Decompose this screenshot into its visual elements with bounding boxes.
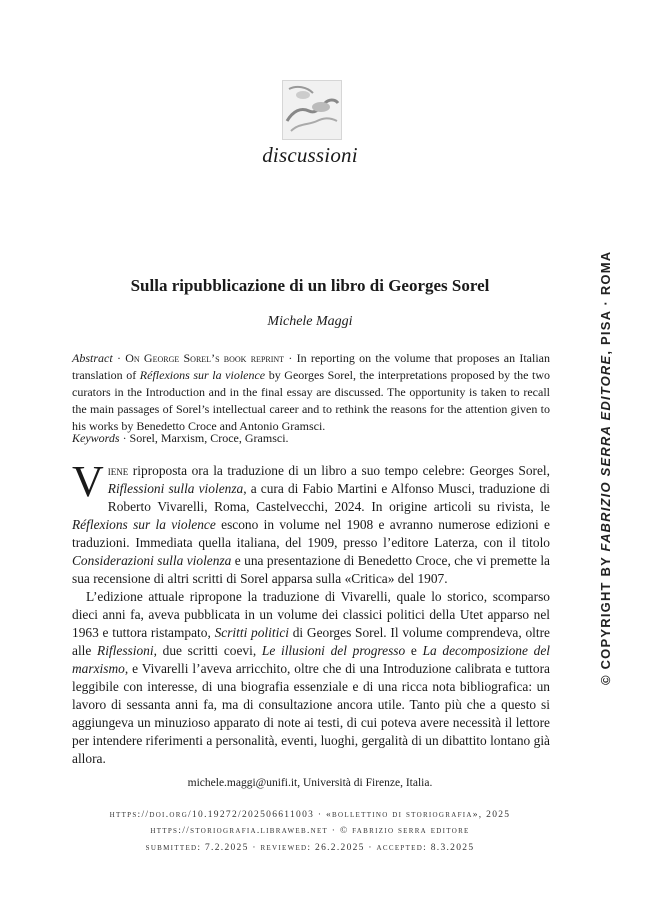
- paper-title: Sulla ripubblicazione di un libro di Georges Sorel: [130, 276, 490, 295]
- p2-text-4: e: [405, 643, 423, 658]
- keywords-text: · Sorel, Marxism, Croce, Gramsci.: [119, 431, 289, 445]
- footer-dates: submitted: 7.2.2025 · reviewed: 26.2.2025 · accepted: 8.3.2025: [145, 843, 475, 853]
- p2-text-3: , due scritti coevi,: [153, 643, 262, 658]
- p1-italic-1: Riflessioni sulla violenza: [107, 481, 244, 496]
- abstract-sep: ·: [112, 351, 126, 365]
- body-text: [72, 457, 550, 768]
- p1-text-1: riproposta ora la traduzione di un libro a suo tempo celebre: Georges Sorel,: [128, 463, 550, 478]
- paragraph-2: [72, 588, 550, 768]
- p1-italic-3: Considerazioni sulla violenza: [72, 553, 232, 568]
- abstract-heading: On George Sorel’s book reprint: [125, 351, 285, 365]
- copyright-prefix: © COPYRIGHT BY: [598, 551, 613, 685]
- section-title: discussioni: [262, 143, 358, 167]
- abstract-italic-1: Réflexions sur la violence: [139, 368, 266, 382]
- p1-text-4: e una presentazione di Benedetto Croce, che vi premette la sua recensione di altri scritti di Sorel apparsa sulla «Critica» del 1907.: [72, 553, 550, 586]
- p2-text-2: di Georges Sorel. Il volume comprendeva, oltre alle: [72, 625, 550, 658]
- p2-italic-3: Le illusioni del progresso: [261, 643, 406, 658]
- p2-italic-2: Riflessioni: [97, 643, 154, 658]
- footer-doi: https://doi.org/10.19272/202506611003 · «bollettino di storiografia», 2025: [109, 810, 511, 820]
- p1-text-3: escono in volume nel 1908 e avranno numerose edizioni e traduzioni. Immediata quella italiana, del 1909, presso l’editore Laterza, con il titolo: [72, 517, 550, 550]
- drop-cap: V: [72, 457, 104, 506]
- p2-italic-1: Scritti politici: [214, 625, 289, 640]
- journal-logo-image: [282, 80, 342, 140]
- paragraph-1: [72, 457, 550, 588]
- p2-text-5: , e Vivarelli l’aveva arricchito, oltre che di una Introduzione calibrata e tuttora leggibile con interesse, di una biografia essenziale e di una ricca nota bibliografica: un lavoro di sessanta anni fa, ma di consultazione ancora utile. Tanto più che a questo si aggiungeva un minuzioso apparato di note ai testi, di cui poteva avere necessità il lettore per intendere riferimenti a personalità, eventi, luoghi, gergalità di un dibattito lontano già allora.: [72, 661, 550, 766]
- author-affiliation: michele.maggi@unifi.it, Università di Firenze, Italia.: [187, 777, 433, 789]
- p2-text-1: L’edizione attuale ripropone la traduzione di Vivarelli, quale lo storico, scomparso dieci anni fa, aveva pubblicata in un volume dei classici politici della Utet apparso nel 1963 e tuttora ristampato,: [72, 589, 550, 640]
- abstract-label: Abstract: [72, 351, 113, 365]
- abstract: [72, 350, 550, 435]
- p2-italic-4: La decomposizione del marxismo: [72, 643, 550, 676]
- p1-smallcaps: iene: [107, 463, 129, 478]
- keywords: [72, 430, 550, 447]
- abstract-text-1: · In reporting on the volume that proposes an Italian translation of: [72, 351, 550, 382]
- p1-text-2: , a cura di Fabio Martini e Alfonso Musci, traduzione di Roberto Vivarelli, Roma, Castelvecchi, 2024. In origine articoli su rivista, le: [107, 481, 550, 514]
- copyright-publisher: FABRIZIO SERRA EDITORE: [598, 354, 613, 552]
- footer-website: https://storiografia.libraweb.net · © fabrizio serra editore: [150, 826, 470, 836]
- keywords-label: Keywords: [72, 431, 120, 445]
- copyright-suffix: , PISA · ROMA: [598, 250, 613, 355]
- author-name: Michele Maggi: [267, 314, 353, 329]
- abstract-text-2: by Georges Sorel, the interpretations proposed by the two curators in the Introduction and in the final essay are discussed. The opportunity is taken to recall the main passages of Sorel’s intellectual career and to rethink the reasons for the attention given to his works by Benedetto Croce and Antonio Gramsci.: [72, 368, 550, 433]
- p1-italic-2: Réflexions sur la violence: [72, 517, 216, 532]
